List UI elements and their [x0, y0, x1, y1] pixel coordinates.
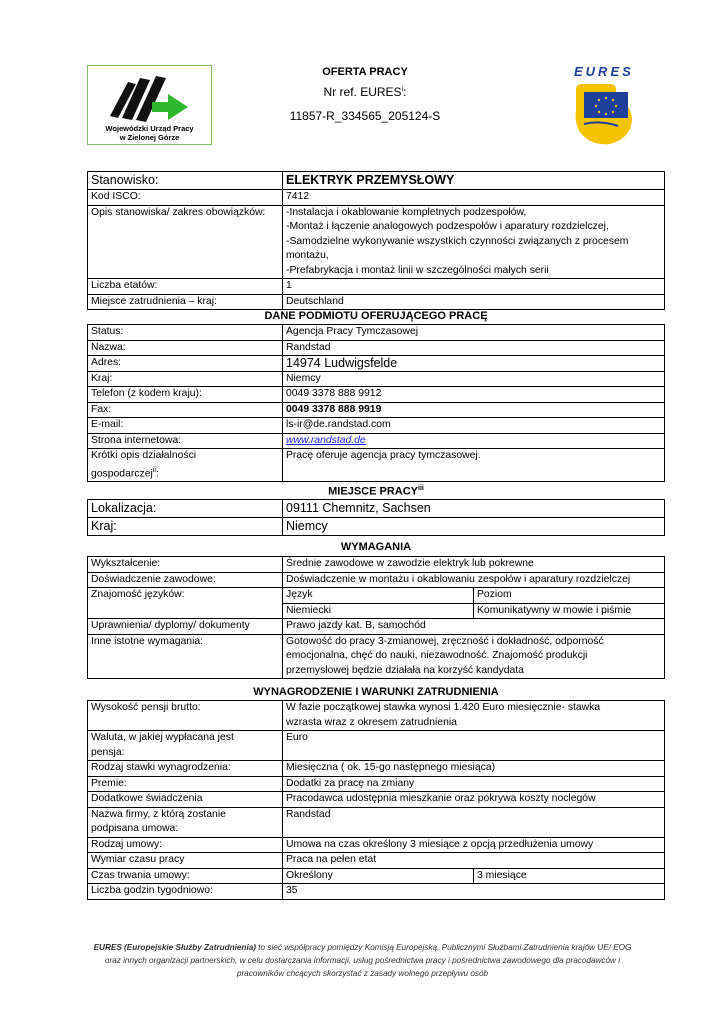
employment-country-label: Miejsce zatrudnienia – kraj: [88, 294, 283, 310]
positions-count-value: 1 [283, 279, 665, 295]
footer-line1: EURES (Europejskie Służby Zatrudnienia) to sieć współpracy pomiędzy Komisją Europejską, Publicznymi Służbami Zatrudnienia krajów UE/ EOG [93, 943, 632, 952]
footer-line2: oraz innych organizacji partnerskich, w celu dostarczania informacji, usług pośrednictwa pracy i pośrednictwa zawodowego dla pracodawców i [104, 956, 621, 965]
name-label: Nazwa: [88, 340, 283, 356]
gross-salary-value [283, 701, 665, 731]
employer-section-title: DANE PODMIOTU OFERUJĄCEGO PRACĘ [264, 310, 488, 322]
eures-logo [570, 64, 640, 149]
website-label: Strona internetowa: [88, 433, 283, 449]
website-link[interactable]: www.randstad.de [286, 434, 366, 446]
eures-logo-text: EURES [574, 64, 634, 79]
footer-line3: pracowników chcących skorzystać z zasady wolnego przepływu osób [236, 969, 489, 978]
activity-label [88, 449, 283, 482]
description-line: -Montaż i łączenie analogowych podzespołów i aparatury rozdzielczej, [286, 221, 609, 232]
description-line: -Instalacja i okablowanie kompletnych podzespołów, [286, 206, 527, 218]
address-value: 14974 Ludwigsfelde [283, 356, 665, 372]
status-label: Status: [88, 325, 283, 341]
eures-hand-icon [570, 80, 640, 150]
positions-count-label: Liczba etatów: [88, 279, 283, 295]
experience-value: Doświadczenie w montażu i okablowaniu zespołów i aparatury rozdzielczej [283, 572, 665, 588]
description-line: -Prefabrykacja i montaż linii w szczególności małych serii [286, 264, 549, 276]
requirements-table [87, 556, 665, 679]
position-table [87, 171, 665, 310]
employer-table [87, 324, 665, 482]
phone-value: 0049 3378 888 9912 [283, 387, 665, 403]
employment-country-value: Deutschland [283, 294, 665, 310]
workplace-country-value: Niemcy [283, 518, 665, 536]
office-name-line1: Wojewódzki Urząd Pracy [105, 124, 194, 133]
employer-country-value: Niemcy [283, 371, 665, 387]
duration-value: Określony [283, 868, 474, 884]
gross-salary-line: W fazie początkowej stawka wynosi 1.420 Euro miesięcznie- stawka [286, 702, 601, 713]
workplace-table [87, 499, 665, 536]
location-value: 09111 Chemnitz, Sachsen [283, 500, 665, 518]
workplace-section-title: MIEJSCE PRACY$^{iii}$ [328, 485, 424, 498]
ref-number: 11857-R_334565_205124-S [289, 109, 441, 123]
duration-period: 3 miesiące [474, 868, 665, 884]
email-value: ls-ir@de.randstad.com [283, 418, 665, 434]
experience-label: Doświadczenie zawodowe: [88, 572, 283, 588]
activity-value: Pracę oferuje agencja pracy tymczasowej. [283, 449, 665, 482]
gross-salary-line: wzrasta wraz z okresem zatrudnienia [286, 716, 457, 728]
worktime-value: Praca na pełen etat [283, 853, 665, 869]
phone-label: Telefon (z kodem kraju): [88, 387, 283, 403]
description-line: -Samodzielne wykonywanie wszystkich czynności związanych z procesem montażu, [286, 235, 629, 261]
currency-label-line2: pensja: [91, 746, 125, 758]
bonus-value: Dodatki za pracę na zmiany [283, 776, 665, 792]
fax-label: Fax: [88, 402, 283, 418]
lang-level-value: Komunikatywny w mowie i piśmie [474, 603, 665, 619]
activity-label-line2: gospodarczej$^{ii}$: [91, 466, 159, 479]
contract-firm-label-line2: podpisana umowa: [91, 823, 179, 834]
currency-value: Euro [283, 731, 665, 761]
benefits-label: Dodatkowe świadczenia [88, 792, 283, 808]
requirements-section-title: WYMAGANIA [340, 541, 412, 553]
worktime-label: Wymiar czasu pracy [88, 853, 283, 869]
ref-label: Nr ref. EURES$^i$: [323, 85, 407, 99]
salary-section-title: WYNAGRODZENIE I WARUNKI ZATRUDNIENIA [253, 686, 499, 698]
email-label: E-mail: [88, 418, 283, 434]
wup-logo-icon [106, 72, 196, 124]
education-value: Średnie zawodowe w zawodzie elektryk lub pokrewne [283, 557, 665, 573]
workplace-country-label: Kraj: [88, 518, 283, 536]
rate-type-value: Miesięczna ( ok. 15-go następnego miesiąca) [283, 761, 665, 777]
activity-label-line1: Krótki opis działalności [91, 450, 197, 461]
contract-firm-label-line1: Nazwa firmy, z którą zostanie [91, 808, 226, 820]
other-requirements-line: przemysłowej będzie działała na korzyść kandydata [286, 664, 524, 676]
isco-value: 7412 [283, 190, 665, 206]
document-title: OFERTA PRACY [322, 66, 408, 78]
salary-table [87, 700, 665, 900]
licenses-value: Prawo jazdy kat. B, samochód [283, 619, 665, 635]
description-label: Opis stanowiska/ zakres obowiązków: [88, 205, 283, 279]
website-cell [283, 433, 665, 449]
isco-label: Kod ISCO: [88, 190, 283, 206]
benefits-value: Pracodawca udostępnia mieszkanie oraz pokrywa koszty noclegów [283, 792, 665, 808]
weekly-hours-label: Liczba godzin tygodniowo: [88, 884, 283, 900]
status-value: Agencja Pracy Tymczasowej [283, 325, 665, 341]
lang-col-language: Język [283, 588, 474, 604]
address-label: Adres: [88, 356, 283, 372]
bonus-label: Premie: [88, 776, 283, 792]
contract-firm-value: Randstad [283, 807, 665, 837]
footer-note [40, 941, 685, 980]
name-value: Randstad [283, 340, 665, 356]
employer-country-label: Kraj: [88, 371, 283, 387]
currency-label [88, 731, 283, 761]
contract-type-label: Rodzaj umowy: [88, 837, 283, 853]
gross-salary-label: Wysokość pensji brutto: [88, 701, 283, 731]
languages-label: Znajomość języków: [88, 588, 283, 619]
location-label: Lokalizacja: [88, 500, 283, 518]
fax-value: 0049 3378 888 9919 [283, 402, 665, 418]
lang-col-level: Poziom [474, 588, 665, 604]
wup-logo [87, 65, 212, 145]
position-title-label: Stanowisko: [88, 172, 283, 190]
description-value [283, 205, 665, 279]
other-requirements-line: Gotowość do pracy 3-zmianowej, zręczność i dokładność, odporność [286, 635, 604, 647]
education-label: Wykształcenie: [88, 557, 283, 573]
lang-language-value: Niemiecki [283, 603, 474, 619]
other-requirements-value [283, 634, 665, 679]
rate-type-label: Rodzaj stawki wynagrodzenia: [88, 761, 283, 777]
currency-label-line1: Waluta, w jakiej wypłacana jest [91, 732, 234, 743]
duration-label: Czas trwania umowy: [88, 868, 283, 884]
other-requirements-label: Inne istotne wymagania: [88, 634, 283, 679]
position-title-value: ELEKTRYK PRZEMYSŁOWY [283, 172, 665, 190]
other-requirements-line: emocjonalna, chęć do nauki, niezawodność. Znajomość produkcji [286, 650, 588, 661]
contract-firm-label [88, 807, 283, 837]
office-name-line2: w Zielonej Górze [119, 133, 180, 142]
contract-type-value: Umowa na czas określony 3 miesiące z opcją przedłużenia umowy [283, 837, 665, 853]
licenses-label: Uprawnienia/ dyplomy/ dokumenty [88, 619, 283, 635]
weekly-hours-value: 35 [283, 884, 665, 900]
